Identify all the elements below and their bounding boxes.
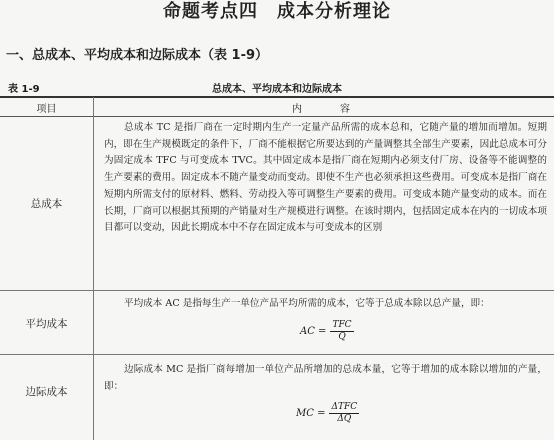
formula-denominator: Q: [338, 332, 346, 342]
formula-lhs: MC =: [296, 408, 326, 419]
average-cost-formula: [300, 320, 354, 343]
table-header-rule: [0, 116, 554, 117]
row-content-total-cost: 总成本 TC 是指厂商在一定时期内生产一定量产品所需的成本总和，它随产量的增加而增加。短期内，即在生产规模既定的条件下，厂商不能根据它所要达到的产量调整其全部生产要素，因此总成本可分为固定成本 TFC 与可变成本 TVC。其中固定成本是指厂商在短期内必须支付厂房、设备等不能调整的生产要素的费用。固定成本不随产量变动而变动。即使不生产也必须承担这些费用。可变成本是指厂商在短期内所需支付的原材料、燃料、劳动投入等可调整生产要素的费用。可变成本随产量变动的成本。而在长期，厂商可以根据其预期的产销量对生产规模进行调整。在该时期内，包括固定成本在内的一切成本项目都可以变动，因此长期成本中不存在固定成本与可变成本的区别: [104, 122, 547, 234]
row-label-average-cost: 平均成本: [25, 318, 68, 330]
table-top-rule: [0, 96, 554, 98]
formula-numerator: ΔTFC: [331, 402, 358, 412]
row-label-marginal-cost: 边际成本: [25, 386, 68, 398]
formula-lhs: AC =: [300, 326, 327, 337]
row-label-total-cost: 总成本: [30, 198, 63, 210]
row-content-marginal-cost: 边际成本 MC 是指厂商每增加一单位产品所增加的总成本量，它等于增加的成本除以增加的产量，即：: [104, 364, 547, 392]
page-title: 命题考点四 成本分析理论: [163, 1, 391, 22]
table-number: 表 1-9: [8, 84, 40, 95]
formula-fraction: [329, 402, 359, 425]
formula-denominator: ΔQ: [337, 414, 352, 424]
row-divider: [0, 290, 554, 291]
formula-fraction: [330, 320, 353, 343]
marginal-cost-formula: [296, 402, 359, 425]
header-item: 项目: [36, 104, 57, 115]
row-divider: [0, 354, 554, 355]
table-title: 总成本、平均成本和边际成本: [212, 84, 342, 95]
section-heading: 一、总成本、平均成本和边际成本（表 1-9）: [6, 48, 269, 63]
column-divider: [93, 97, 94, 440]
row-content-average-cost: 平均成本 AC 是指每生产一单位产品平均所需的成本，它等于总成本除以总产量，即：: [124, 298, 490, 309]
formula-numerator: TFC: [332, 320, 352, 330]
header-content: 内 容: [292, 104, 356, 115]
